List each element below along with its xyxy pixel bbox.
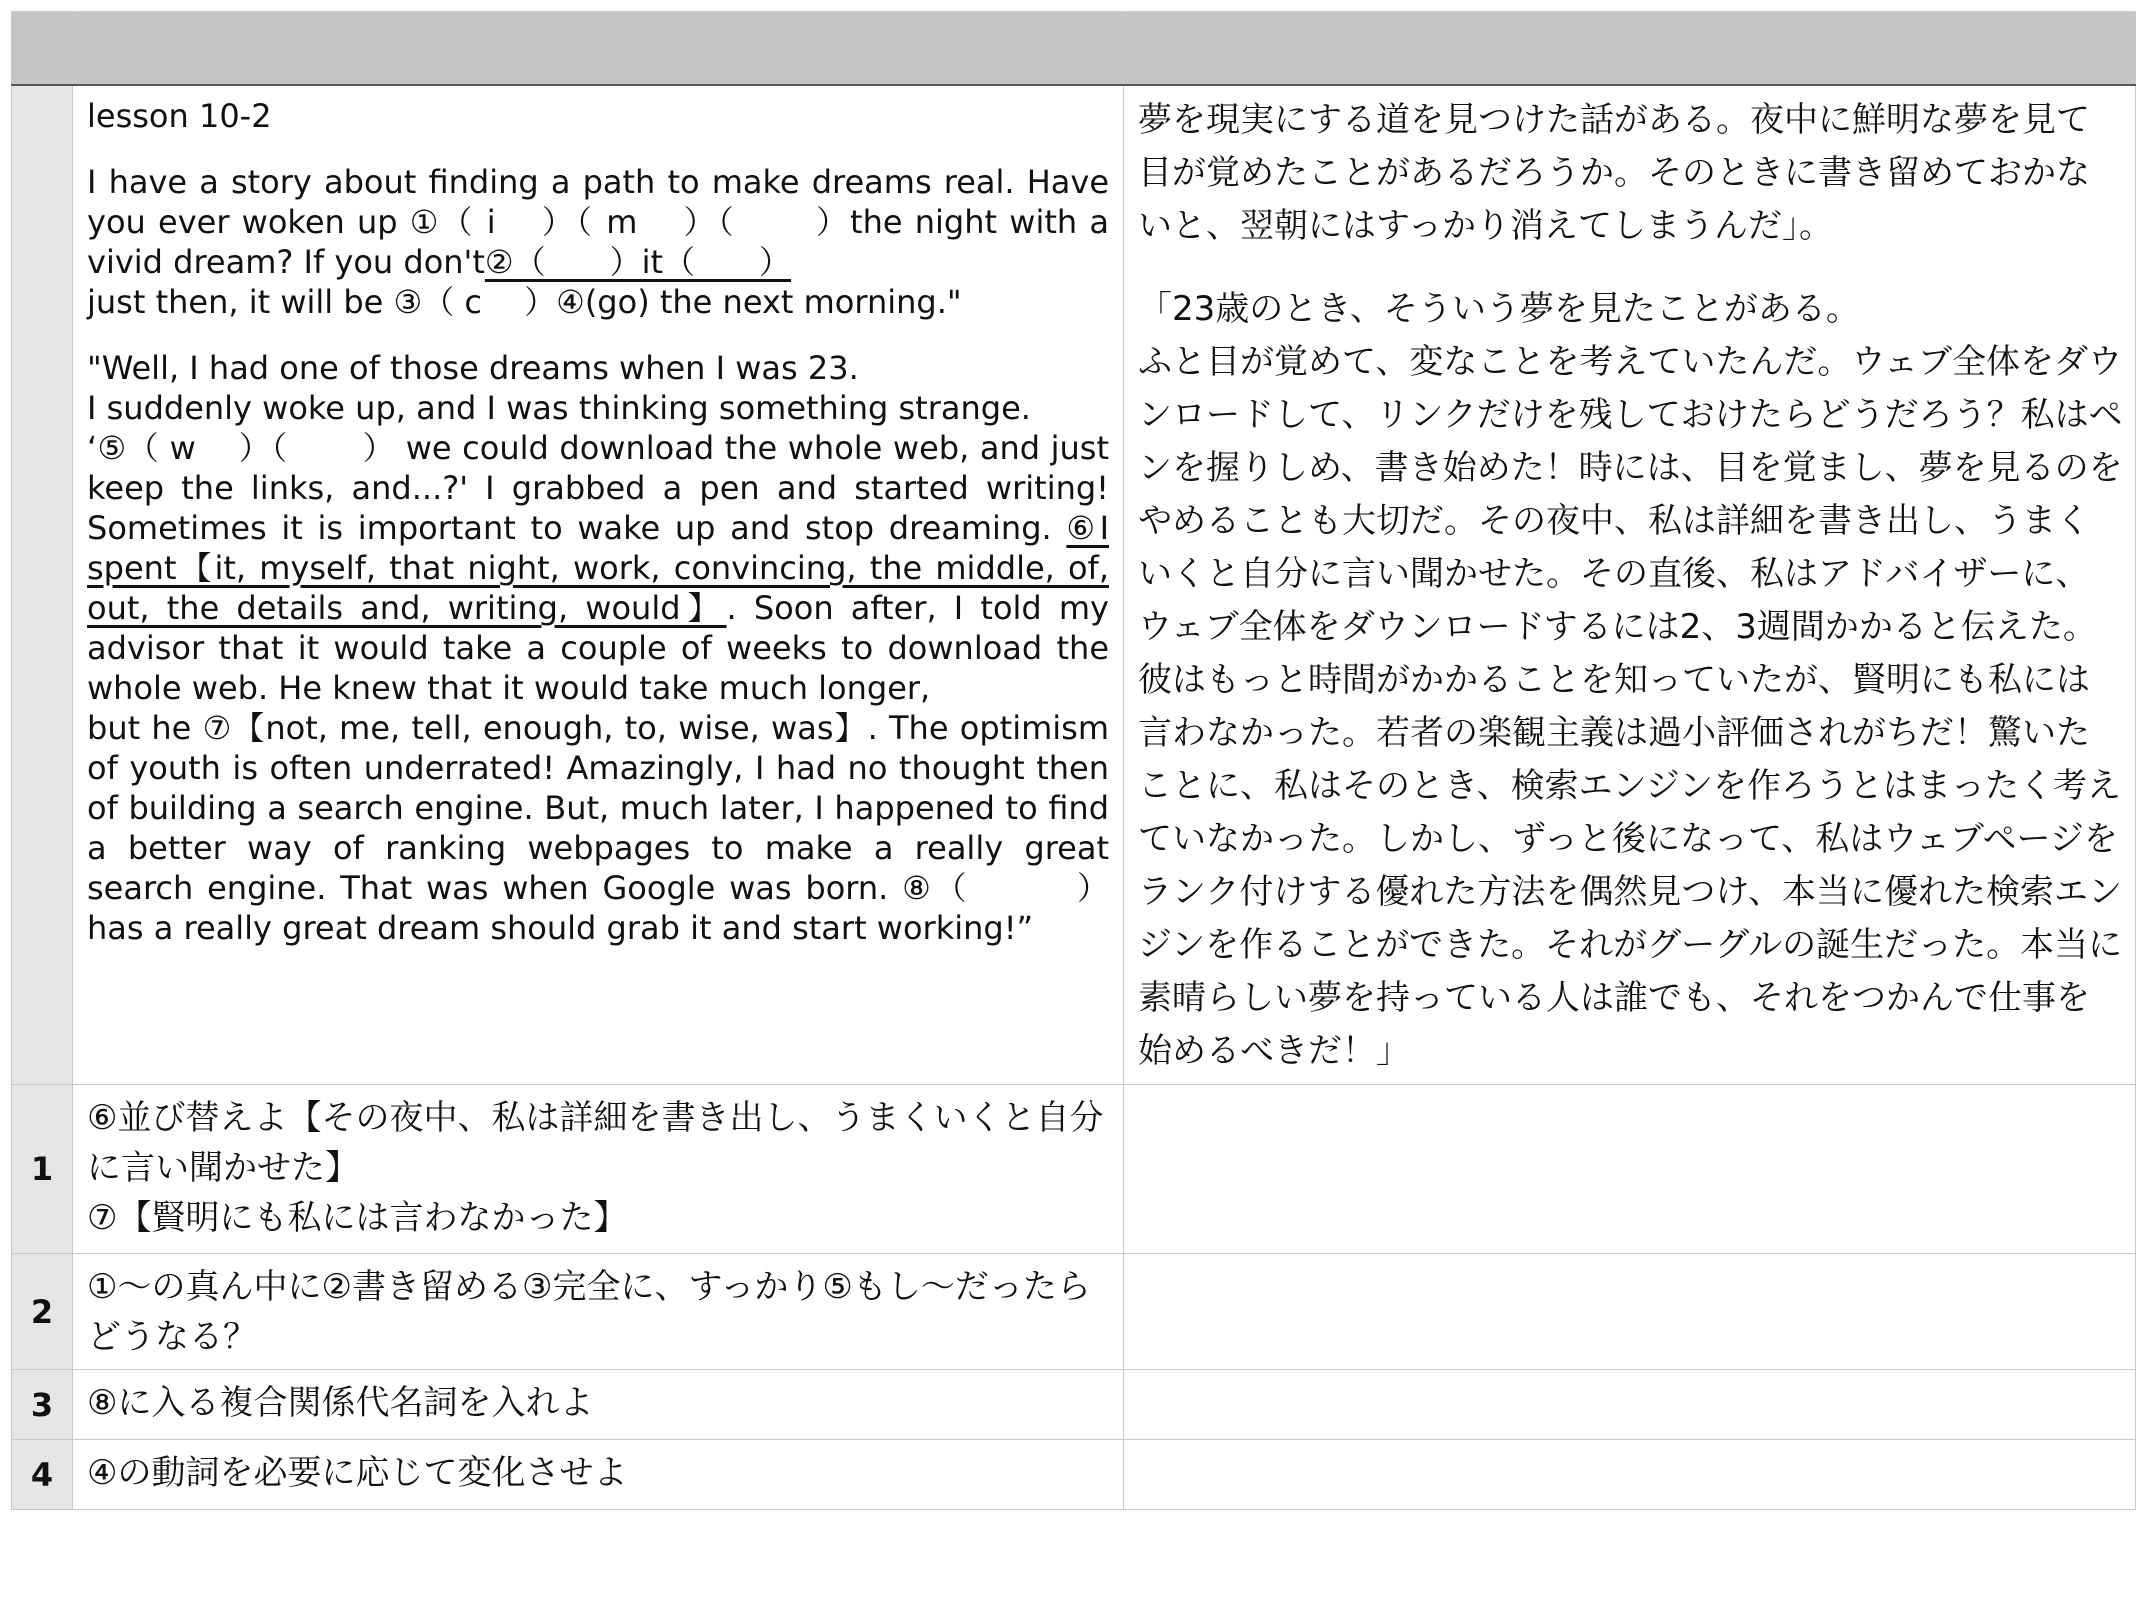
question-line: ⑧に入る複合関係代名詞を入れよ [87,1383,594,1423]
sheet-grid [11,11,2136,1510]
lesson-title: lesson 10-2 [87,97,272,135]
row-header-2[interactable]: 2 [12,1254,73,1370]
answer-cell[interactable] [1124,1085,2136,1254]
translation-cell[interactable] [1124,85,2136,1085]
question-line: ④の動詞を必要に応じて変化させよ [87,1453,628,1493]
translation-paragraph-2: 「23歳のとき、そういう夢を見たことがある。 [1138,289,1860,329]
passage-line: I suddenly woke up, and I was thinking something strange. [87,389,1031,427]
question-cell[interactable] [73,1370,1124,1440]
english-passage [73,86,1123,956]
row-header-4[interactable]: 4 [12,1440,73,1510]
passage-paragraph-1-end: just then, it will be ③（ c ）④(go) the next morning." [87,283,962,321]
translation-paragraph-3: ふと目が覚めて、変なことを考えていたんだ。ウェブ全体をダウンロードして、リンクだけを残しておけたらどうだろう？私はペンを握りしめ、書き始めた！時には、目を覚まし、夢を見るのをやめることも大切だ。その夜中、私は詳細を書き出し、うまくいくと自分に言い聞かせた。その直後、私はアドバイザーに、ウェブ全体をダウンロードするには2、3週間かかると伝えた。彼はもっと時間がかかることを知っていたが、賢明にも私には言わなかった。若者の楽観主義は過小評価されがちだ！驚いたことに、私はそのとき、検索エンジンを作ろうとはまったく考えていなかった。しかし、ずっと後になって、私はウェブページをランク付けする優れた方法を偶然見つけ、本当に優れた検索エンジンを作ることができた。それがグーグルの誕生だった。本当に素晴らしい夢を持っている人は誰でも、それをつかんで仕事を始めるべきだ！」 [1138,342,2123,1071]
row-header-1[interactable]: 1 [12,1085,73,1254]
japanese-translation [1124,86,2135,1084]
question-cell[interactable] [73,1440,1124,1510]
spreadsheet [11,11,2134,1510]
question-line: ①〜の真ん中に②書き留める③完全に、すっかり⑤もし〜だったらどうなる？ [87,1267,1091,1357]
column-header-a[interactable] [73,12,1124,86]
question-line: ⑦【賢明にも私には言わなかった】 [87,1198,628,1238]
reorder-underline-6: ⑥I spent【it, myself, that night, work, convincing, the middle, of, out, the details and, writing, would】 [87,509,1110,627]
row-header-group[interactable] [12,85,73,1085]
passage-cell[interactable] [73,85,1124,1085]
answer-cell[interactable] [1124,1254,2136,1370]
blank-underline-2: ②（ ）it（ ） [484,243,792,281]
passage-paragraph-3: but he ⑦【not, me, tell, enough, to, wise, was】. The optimism of youth is often underrated! Amazingly, I had no thought then of building a search engine. But, much later, I happened to find a better way of ranking webpages to make a really great search engine. That was when Google was born. ⑧（ ） has a really great dream should grab it and start working!” [87,709,1109,947]
question-row [12,1370,2136,1440]
question-cell[interactable] [73,1085,1124,1254]
passage-line: "Well, I had one of those dreams when I was 23. [87,349,859,387]
answer-cell[interactable] [1124,1370,2136,1440]
question-cell[interactable] [73,1254,1124,1370]
question-row [12,1254,2136,1370]
question-line: ⑥並び替えよ【その夜中、私は詳細を書き出し、うまくいくと自分に言い聞かせた】 [87,1098,1104,1188]
column-header-row [12,12,2136,86]
passage-text: ‘⑤（ w ）（ ） we could download the whole web, and just keep the links, and...?' I grabbed a pen and started writing! Sometimes it is important to wake up and stop dreaming. [87,429,1109,547]
passage-row [12,85,2136,1085]
passage-paragraph-1 [87,162,1109,282]
passage-text: . Soon after, I told my advisor that it would take a couple of weeks to download the whole web. He knew that it would take much longer, [87,589,1109,707]
corner-cell[interactable] [12,12,73,86]
passage-text: I have a story about finding a path to make dreams real. Have you ever woken up ①（ i ）（ m ）（ ）the night with a vivid dream? If you don't [87,163,1109,281]
column-header-b[interactable] [1124,12,2136,86]
translation-paragraph-1: 夢を現実にする道を見つけた話がある。夜中に鮮明な夢を見て目が覚めたことがあるだろうか。そのときに書き留めておかないと、翌朝にはすっかり消えてしまうんだ」。 [1138,100,2090,246]
question-row [12,1085,2136,1254]
passage-paragraph-2 [87,428,1109,708]
question-row [12,1440,2136,1510]
answer-cell[interactable] [1124,1440,2136,1510]
row-header-3[interactable]: 3 [12,1370,73,1440]
